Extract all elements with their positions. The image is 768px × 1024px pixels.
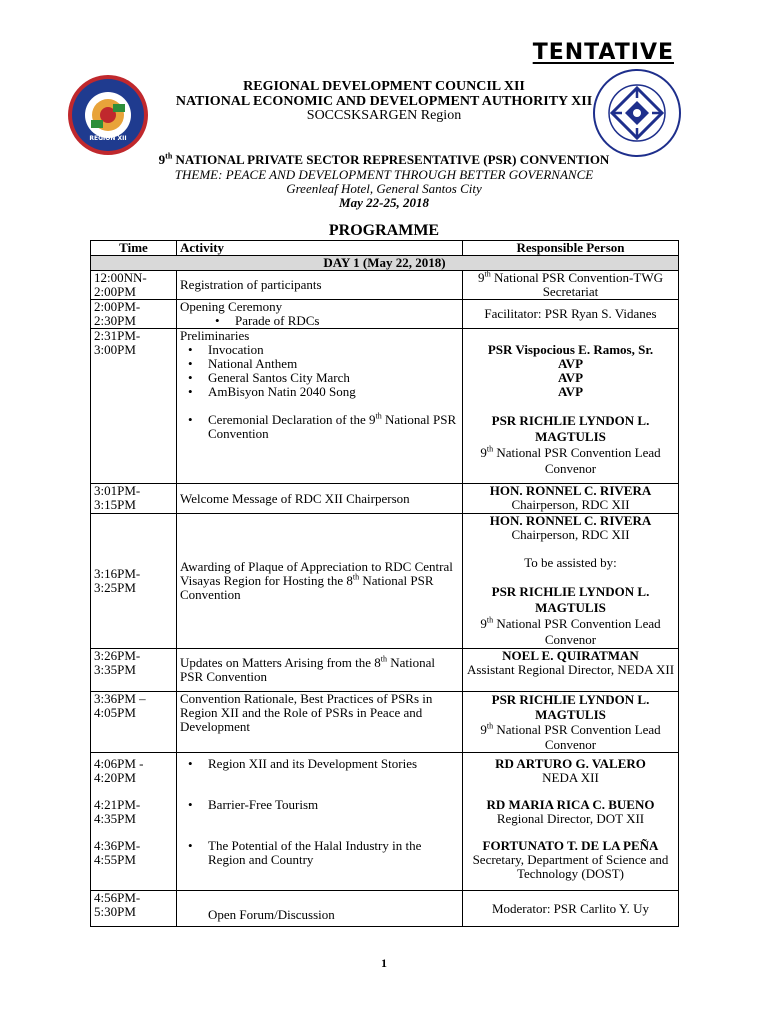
table-row: [91, 300, 679, 329]
table-row: [91, 891, 679, 927]
responsible-cell: HON. RONNEL C. RIVERA Chairperson, RDC XII To be assisted by: PSR RICHLIE LYNDON L. MAGTULIS 9th National PSR Convention Lead Convenor: [463, 514, 679, 649]
responsible-cell: Facilitator: PSR Ryan S. Vidanes: [463, 300, 679, 329]
activity-cell: Opening Ceremony • Parade of RDCs: [177, 300, 463, 329]
day-row: [91, 256, 679, 271]
time-cell: 3:36PM – 4:05PM: [91, 692, 177, 753]
activity-cell: Open Forum/Discussion: [177, 891, 463, 927]
table-row: [91, 649, 679, 692]
list-item: • The Potential of the Halal Industry in the Region and Country: [208, 839, 459, 867]
programme-title: PROGRAMME: [328, 222, 440, 239]
programme-table: [90, 240, 679, 927]
tentative-label: TENTATIVE: [532, 40, 674, 65]
activity-cell: Preliminaries • Invocation • National Anthem • General Santos City March • AmBisyon Natin 2040 Song • Ceremonial Declaration of the 9th National PSR Convention: [177, 329, 463, 484]
header-council: REGIONAL DEVELOPMENT COUNCIL XII: [243, 79, 525, 94]
list-item: • National Anthem: [208, 357, 459, 371]
time-cell: 4:06PM - 4:20PM 4:21PM-4:35PM 4:36PM-4:55PM: [91, 753, 177, 891]
page-number: 1: [381, 956, 387, 970]
table-row: [91, 271, 679, 300]
time-cell: 3:26PM-3:35PM: [91, 649, 177, 692]
responsible-cell: Moderator: PSR Carlito Y. Uy: [463, 891, 679, 927]
activity-cell: Updates on Matters Arising from the 8th National PSR Convention: [177, 649, 463, 692]
responsible-cell: RD ARTURO G. VALERO NEDA XII RD MARIA RICA C. BUENO Regional Director, DOT XII FORTUNATO T. DE LA PEÑA Secretary, Department of Science and Technology (DOST): [463, 753, 679, 891]
convention-date: May 22-25, 2018: [339, 195, 429, 210]
activity-cell: Convention Rationale, Best Practices of PSRs in Region XII and the Role of PSRs in Peace and Development: [177, 692, 463, 753]
convention-title: 9th NATIONAL PRIVATE SECTOR REPRESENTATIVE (PSR) CONVENTION: [158, 151, 610, 167]
responsible-cell: PSR Vispocious E. Ramos, Sr. AVP AVP AVP PSR RICHLIE LYNDON L. MAGTULIS 9th National PSR Convention Lead Convenor: [463, 329, 679, 484]
time-cell: 2:31PM-3:00PM: [91, 329, 177, 484]
header-region: SOCCSKSARGEN Region: [306, 108, 462, 123]
list-item: • Parade of RDCs: [235, 314, 459, 328]
table-row: [91, 484, 679, 514]
responsible-cell: HON. RONNEL C. RIVERA Chairperson, RDC XII: [463, 484, 679, 514]
time-cell: 2:00PM-2:30PM: [91, 300, 177, 329]
list-item: • Region XII and its Development Stories: [208, 757, 459, 771]
day1-label: DAY 1 (May 22, 2018): [91, 256, 679, 271]
list-item: • Ceremonial Declaration of the 9th National PSR Convention: [208, 413, 459, 441]
activity-cell: [177, 753, 463, 891]
header-authority: NATIONAL ECONOMIC AND DEVELOPMENT AUTHORITY XII: [175, 94, 593, 109]
list-item: • General Santos City March: [208, 371, 459, 385]
responsible-cell: 9th National PSR Convention-TWG Secretariat: [463, 271, 679, 300]
table-row: [91, 753, 679, 891]
time-cell: 4:56PM-5:30PM: [91, 891, 177, 927]
table-header-row: [91, 241, 679, 256]
time-cell: 3:01PM-3:15PM: [91, 484, 177, 514]
time-cell: 12:00NN-2:00PM: [91, 271, 177, 300]
time-cell: 3:16PM-3:25PM: [91, 514, 177, 649]
list-item: • Barrier-Free Tourism: [208, 798, 459, 812]
table-row: [91, 692, 679, 753]
header-responsible: Responsible Person: [463, 241, 679, 256]
responsible-cell: NOEL E. QUIRATMAN Assistant Regional Director, NEDA XII: [463, 649, 679, 692]
table-row: [91, 514, 679, 649]
table-row: [91, 329, 679, 484]
list-item: • AmBisyon Natin 2040 Song: [208, 385, 459, 399]
header-time: Time: [91, 241, 177, 256]
activity-cell: Welcome Message of RDC XII Chairperson: [177, 484, 463, 514]
activity-cell: Awarding of Plaque of Appreciation to RDC Central Visayas Region for Hosting the 8th National PSR Convention: [177, 514, 463, 649]
responsible-cell: PSR RICHLIE LYNDON L. MAGTULIS 9th National PSR Convention Lead Convenor: [463, 692, 679, 753]
convention-theme: THEME: PEACE AND DEVELOPMENT THROUGH BETTER GOVERNANCE: [174, 167, 594, 182]
convention-venue: Greenleaf Hotel, General Santos City: [286, 181, 482, 196]
list-item: • Invocation: [208, 343, 459, 357]
header-activity: Activity: [177, 241, 463, 256]
svg-text:REGION XII: REGION XII: [89, 135, 127, 142]
activity-cell: Registration of participants: [177, 271, 463, 300]
